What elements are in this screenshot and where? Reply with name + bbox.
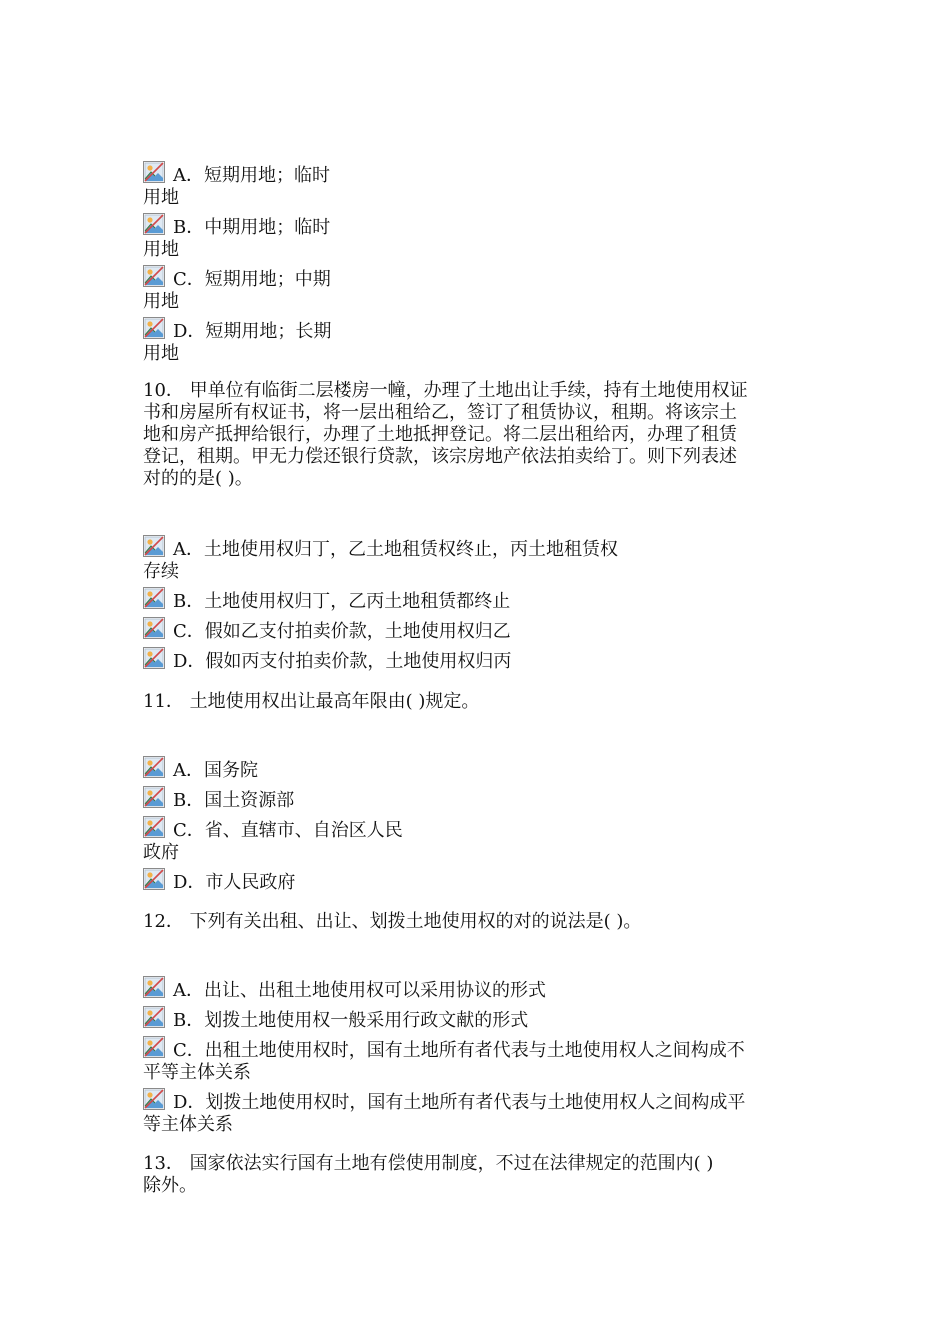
option-text: D．短期用地；长期 bbox=[173, 321, 332, 342]
question-line: 10． 甲单位有临街二层楼房一幢，办理了土地出让手续，持有土地使用权证 bbox=[143, 380, 748, 401]
option-text-continued: 政府 bbox=[143, 842, 179, 863]
option-c[interactable] bbox=[143, 617, 793, 643]
option-text: C．假如乙支付拍卖价款，土地使用权归乙 bbox=[173, 621, 511, 642]
question-13 bbox=[143, 1153, 793, 1197]
option-a[interactable] bbox=[143, 535, 793, 583]
option-text: B．土地使用权归丁，乙丙土地租赁都终止 bbox=[173, 591, 511, 612]
broken-image-icon bbox=[143, 756, 165, 778]
option-text-continued: 平等主体关系 bbox=[143, 1062, 251, 1083]
broken-image-icon bbox=[143, 816, 165, 838]
question-line: 13． 国家依法实行国有土地有偿使用制度，不过在法律规定的范围内( ) bbox=[143, 1153, 714, 1174]
option-c[interactable] bbox=[143, 816, 793, 864]
broken-image-icon bbox=[143, 786, 165, 808]
question-line: 对的的是( )。 bbox=[143, 468, 253, 489]
broken-image-icon bbox=[143, 317, 165, 339]
option-d[interactable] bbox=[143, 317, 793, 365]
option-text-continued: 用地 bbox=[143, 187, 179, 208]
question-10 bbox=[143, 380, 793, 490]
broken-image-icon bbox=[143, 647, 165, 669]
option-a[interactable] bbox=[143, 161, 793, 209]
option-a[interactable] bbox=[143, 976, 793, 1002]
option-c[interactable] bbox=[143, 1036, 793, 1084]
question-line: 地和房产抵押给银行，办理了土地抵押登记。将二层出租给丙，办理了租赁 bbox=[143, 424, 737, 445]
option-text-continued: 存续 bbox=[143, 561, 179, 582]
option-d[interactable] bbox=[143, 647, 793, 673]
option-text-continued: 用地 bbox=[143, 343, 179, 364]
broken-image-icon bbox=[143, 535, 165, 557]
broken-image-icon bbox=[143, 1006, 165, 1028]
option-text-continued: 用地 bbox=[143, 239, 179, 260]
option-text: A．出让、出租土地使用权可以采用协议的形式 bbox=[173, 980, 546, 1001]
option-text: A．国务院 bbox=[173, 760, 258, 781]
option-text: C．省、直辖市、自治区人民 bbox=[173, 820, 403, 841]
option-text: D．假如丙支付拍卖价款，土地使用权归丙 bbox=[173, 651, 512, 672]
broken-image-icon bbox=[143, 617, 165, 639]
option-d[interactable] bbox=[143, 868, 793, 894]
option-b[interactable] bbox=[143, 1006, 793, 1032]
option-d[interactable] bbox=[143, 1088, 793, 1136]
question-line: 11． 土地使用权出让最高年限由( )规定。 bbox=[143, 691, 480, 712]
option-b[interactable] bbox=[143, 213, 793, 261]
broken-image-icon bbox=[143, 587, 165, 609]
option-text: C．出租土地使用权时，国有土地所有者代表与土地使用权人之间构成不 bbox=[173, 1040, 745, 1061]
option-b[interactable] bbox=[143, 786, 793, 812]
option-text: B．划拨土地使用权一般采用行政文献的形式 bbox=[173, 1010, 529, 1031]
question-line: 12． 下列有关出租、出让、划拨土地使用权的对的说法是( )。 bbox=[143, 911, 642, 932]
option-c[interactable] bbox=[143, 265, 793, 313]
option-text: D．划拨土地使用权时，国有土地所有者代表与土地使用权人之间构成平 bbox=[173, 1092, 746, 1113]
broken-image-icon bbox=[143, 1088, 165, 1110]
option-text: A．土地使用权归丁，乙土地租赁权终止，丙土地租赁权 bbox=[173, 539, 618, 560]
option-text-continued: 等主体关系 bbox=[143, 1114, 233, 1135]
broken-image-icon bbox=[143, 213, 165, 235]
question-12 bbox=[143, 911, 793, 933]
broken-image-icon bbox=[143, 265, 165, 287]
question-line: 书和房屋所有权证书，将一层出租给乙，签订了租赁协议，租期。将该宗土 bbox=[143, 402, 737, 423]
question-line: 登记，租期。甲无力偿还银行贷款，该宗房地产依法拍卖给丁。则下列表述 bbox=[143, 446, 737, 467]
option-a[interactable] bbox=[143, 756, 793, 782]
option-text-continued: 用地 bbox=[143, 291, 179, 312]
option-text: C．短期用地；中期 bbox=[173, 269, 331, 290]
broken-image-icon bbox=[143, 161, 165, 183]
broken-image-icon bbox=[143, 868, 165, 890]
option-text: B．国土资源部 bbox=[173, 790, 295, 811]
option-b[interactable] bbox=[143, 587, 793, 613]
broken-image-icon bbox=[143, 976, 165, 998]
option-text: B．中期用地；临时 bbox=[173, 217, 331, 238]
broken-image-icon bbox=[143, 1036, 165, 1058]
question-line: 除外。 bbox=[143, 1175, 197, 1196]
option-text: D．市人民政府 bbox=[173, 872, 296, 893]
option-text: A．短期用地；临时 bbox=[173, 165, 330, 186]
question-11 bbox=[143, 691, 793, 713]
